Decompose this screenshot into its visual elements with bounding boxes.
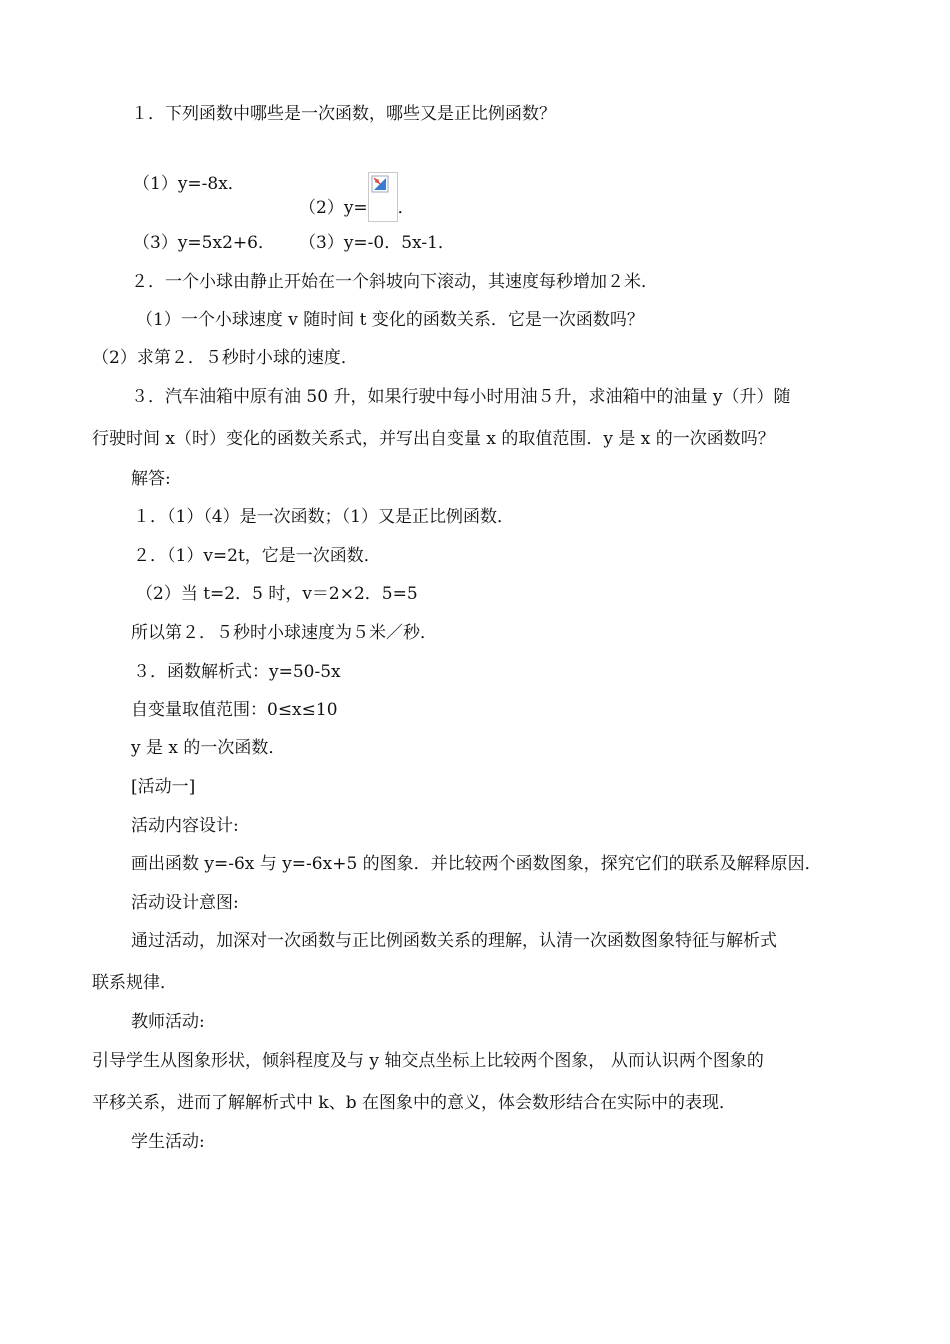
answer-2-part-2: （2）当 t=2．5 时，v＝2×2．5=5	[136, 584, 418, 604]
question-3-line-1: ３．汽车油箱中原有油 50 升，如果行驶中每小时用油５升，求油箱中的油量 y（升）随	[131, 387, 791, 407]
answer-3-conclusion: y 是 x 的一次函数．	[131, 738, 286, 758]
image-placeholder-icon	[371, 175, 389, 193]
activity-content: 画出函数 y=-6x 与 y=-6x+5 的图象．并比较两个函数图象，探究它们的联系及解释原因．	[131, 854, 822, 874]
question-2-part-1: （1）一个小球速度 v 随时间 t 变化的函数关系．它是一次函数吗？	[136, 310, 644, 330]
answer-2-part-1: ２．（1）v=2t，它是一次函数．	[133, 546, 381, 566]
answer-1: １．（1）（4）是一次函数；（1）又是正比例函数．	[133, 507, 514, 527]
answer-3-domain: 自变量取值范围：0≤x≤10	[131, 700, 338, 720]
question-1-item-1: （1）y=-8x．	[133, 174, 245, 194]
answer-3-formula: ３．函数解析式：y=50-5x	[133, 662, 341, 682]
question-3-line-2: 行驶时间 x（时）变化的函数关系式，并写出自变量 x 的取值范围．y 是 x 的一次函数吗？	[92, 429, 775, 449]
activity-intent-title: 活动设计意图:	[131, 893, 239, 913]
question-2-part-2: （2）求第２．５秒时小球的速度．	[92, 348, 358, 368]
answer-2-conclusion: 所以第２．５秒时小球速度为５米／秒．	[131, 623, 437, 643]
teacher-activity-title: 教师活动:	[131, 1012, 205, 1032]
teacher-activity-line-1: 引导学生从图象形状，倾斜程度及与 y 轴交点坐标上比较两个图象， 从而认识两个图象的	[92, 1051, 764, 1071]
question-1-item-4: （3）y=-0．5x-1．	[299, 233, 455, 253]
question-2-stem: ２．一个小球由静止开始在一个斜坡向下滚动，其速度每秒增加２米．	[131, 272, 658, 292]
student-activity-title: 学生活动:	[131, 1132, 205, 1152]
question-1-item-2	[299, 172, 415, 220]
answers-title: 解答:	[131, 469, 171, 489]
activity-intent-line-1: 通过活动，加深对一次函数与正比例函数关系的理解，认清一次函数图象特征与解析式	[131, 931, 777, 951]
teacher-activity-line-2: 平移关系，进而了解解析式中 k、b 在图象中的意义，体会数形结合在实际中的表现．	[92, 1093, 736, 1113]
activity-tag: [活动一]	[131, 777, 196, 797]
question-1-item-2-suffix: ．	[397, 198, 415, 218]
question-1-item-2-prefix: （2）y=	[299, 198, 368, 218]
activity-intent-line-2: 联系规律．	[92, 973, 177, 993]
question-1-stem: １．下列函数中哪些是一次函数，哪些又是正比例函数？	[131, 104, 556, 124]
broken-image-icon	[368, 172, 398, 222]
activity-content-title: 活动内容设计:	[131, 816, 239, 836]
question-1-item-3: （3）y=5x2+6．	[133, 233, 275, 253]
